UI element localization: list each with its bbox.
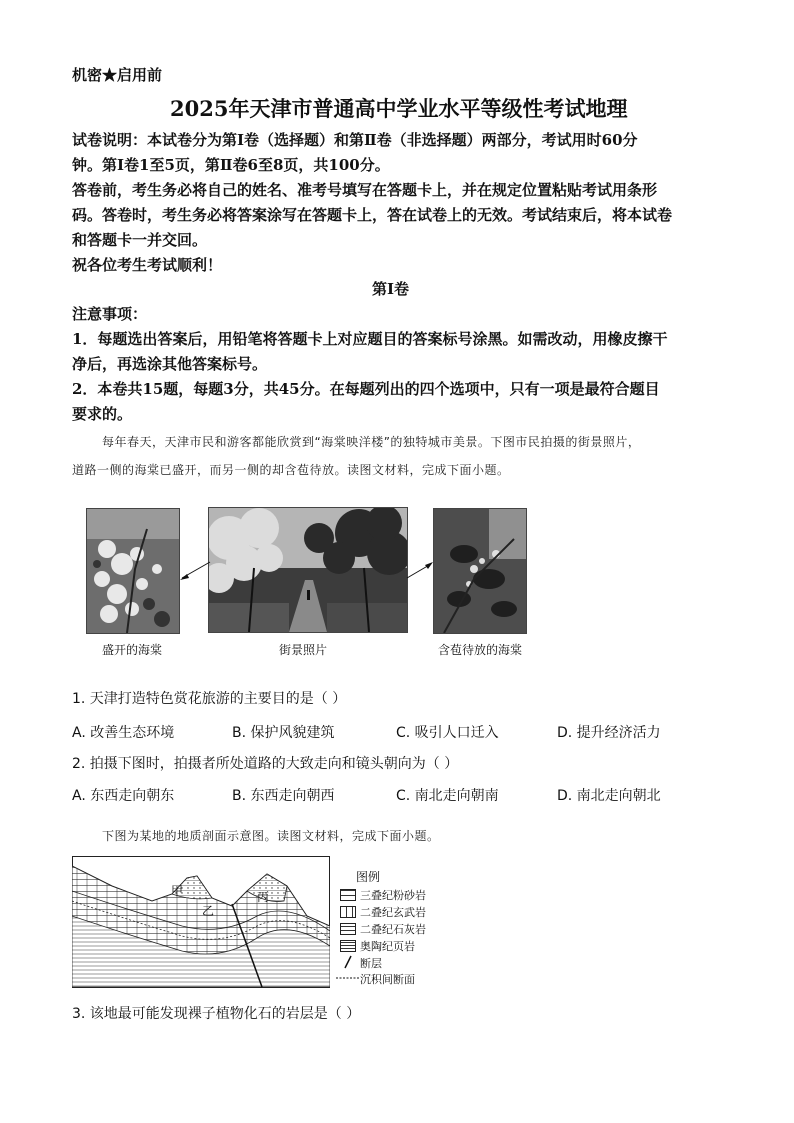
legend-title: 图例: [356, 870, 381, 884]
note-2-line-b: 要求的。: [72, 405, 133, 423]
legend-1-label: 三叠纪粉砂岩: [360, 889, 426, 902]
section-title: 第Ⅰ卷: [372, 280, 410, 298]
blooming-caption: 盛开的海棠: [102, 643, 163, 657]
question-2-stem: 2. 拍摄下图时，拍摄者所处道路的大致走向和镜头朝向为（ ）: [72, 756, 459, 772]
question-2-option-d: D. 南北走向朝北: [557, 788, 661, 804]
shale-swatch: [340, 940, 356, 952]
passage-1-line-1: 每年春天，天津市民和游客都能欣赏到“海棠映洋楼”的独特城市美景。下图市民拍摄的街景照片，: [102, 435, 641, 449]
blooming-haitang-photo: [86, 508, 180, 634]
legend-2-label: 二叠纪玄武岩: [360, 906, 426, 919]
note-1-line-b: 净后，再选涂其他答案标号。: [72, 355, 268, 373]
budding-haitang-photo: [433, 508, 527, 634]
instructions-line-2: 钟。第Ⅰ卷1至5页，第Ⅱ卷6至8页，共100分。: [72, 156, 390, 174]
siltstone-swatch: [340, 889, 356, 901]
instructions-line-5: 和答题卡一并交回。: [72, 231, 208, 249]
geological-cross-section: [72, 856, 330, 988]
legend-4-label: 奥陶纪页岩: [360, 940, 415, 953]
confidential-label: 机密★启用前: [72, 66, 163, 84]
notes-heading: 注意事项：: [72, 305, 148, 323]
instructions-line-3: 答卷前，考生务必将自己的姓名、准考号填写在答题卡上，并在规定位置粘贴考试用条形: [72, 181, 658, 199]
unconformity-legend-icon: [336, 975, 360, 981]
legend-3-label: 二叠纪石灰岩: [360, 923, 426, 936]
question-2-option-a: A. 东西走向朝东: [72, 788, 175, 804]
question-1-option-d: D. 提升经济活力: [557, 725, 661, 741]
question-2-option-b: B. 东西走向朝西: [232, 788, 335, 804]
street-caption: 街景照片: [279, 643, 328, 657]
instructions-line-4: 码。答卷时，考生务必将答案涂写在答题卡上，答在试卷上的无效。考试结束后，将本试卷: [72, 206, 673, 224]
question-1-option-b: B. 保护风貌建筑: [232, 725, 335, 741]
question-2-option-c: C. 南北走向朝南: [396, 788, 499, 804]
label-yi: 乙: [202, 904, 215, 918]
passage-1-line-2: 道路一侧的海棠已盛开，而另一侧的却含苞待放。读图文材料，完成下面小题。: [72, 463, 510, 477]
instructions-line-6: 祝各位考生考试顺利！: [72, 256, 223, 274]
arrow-right-icon: [405, 560, 435, 582]
instructions-line-1: 试卷说明：本试卷分为第Ⅰ卷（选择题）和第Ⅱ卷（非选择题）两部分，考试用时60分: [72, 131, 638, 149]
limestone-swatch: [340, 923, 356, 935]
question-3-stem: 3. 该地最可能发现裸子植物化石的岩层是（ ）: [72, 1006, 361, 1022]
basalt-swatch: [340, 906, 356, 918]
label-bing: 丙: [257, 890, 270, 904]
page-title: 2025年天津市普通高中学业水平等级性考试地理: [170, 96, 628, 121]
note-1-line-a: 1．每题选出答案后，用铅笔将答题卡上对应题目的答案标号涂黑。如需改动，用橡皮擦干: [72, 330, 668, 348]
passage-2-line-1: 下图为某地的地质剖面示意图。读图文材料，完成下面小题。: [102, 829, 440, 843]
budding-caption: 含苞待放的海棠: [438, 643, 523, 657]
note-2-line-a: 2．本卷共15题，每题3分，共45分。在每题列出的四个选项中，只有一项是最符合题目: [72, 380, 660, 398]
fault-legend-icon: [341, 955, 355, 969]
label-jia: 甲: [171, 884, 184, 898]
question-1-option-a: A. 改善生态环境: [72, 725, 175, 741]
question-1-option-c: C. 吸引人口迁入: [396, 725, 499, 741]
question-1-stem: 1. 天津打造特色赏花旅游的主要目的是（ ）: [72, 691, 347, 707]
legend-6-label: 沉积间断面: [360, 973, 415, 986]
arrow-left-icon: [178, 560, 212, 582]
street-scene-photo: [208, 507, 408, 633]
legend-5-label: 断层: [360, 957, 382, 970]
